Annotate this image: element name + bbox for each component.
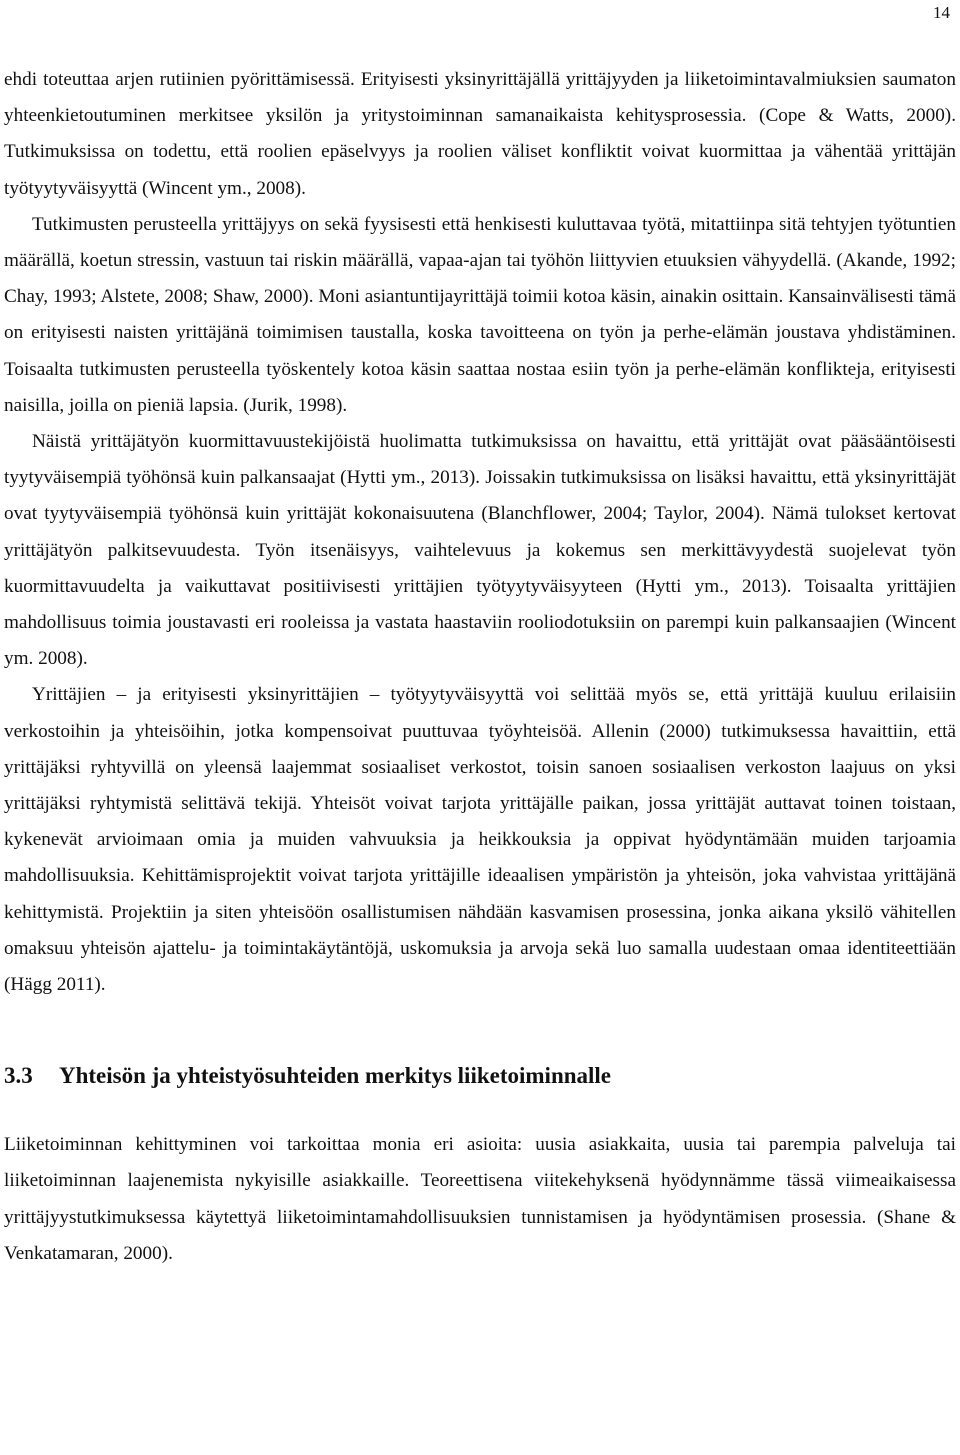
paragraph-1: ehdi toteuttaa arjen rutiinien pyörittämisessä. Erityisesti yksinyrittäjällä yrittäjyyden ja liiketoimintavalmiuksien saumaton yhteenkietoutuminen merkitsee yksilön ja yritystoiminnan samanaikaista kehitysprosessia. (Cope & Watts, 2000). Tutkimuksissa on todettu, että roolien epäselvyys ja roolien väliset konfliktit voivat kuormittaa ja vähentää yrittäjän työtyytyväisyyttä (Wincent ym., 2008).: [4, 69, 956, 199]
paragraph-2: Tutkimusten perusteella yrittäjyys on sekä fyysisesti että henkisesti kuluttavaa työtä, mitattiinpa sitä tehtyjen työtuntien määrällä, koetun stressin, vastuun tai riskin määrällä, vapaa-ajan tai työhön liittyvien etuuksien vähyydellä. (Akande, 1992; Chay, 1993; Alstete, 2008; Shaw, 2000). Moni asiantuntijayrittäjä toimii kotoa käsin, ainakin osittain. Kansainvälisesti tämä on erityisesti naisten yrittäjänä toimimisen taustalla, koska tavoitteena on työn ja perhe-elämän joustava yhdistäminen. Toisaalta tutkimusten perusteella työskentely kotoa käsin saattaa nostaa esiin työn ja perhe-elämän konflikteja, erityisesti naisilla, joilla on pieniä lapsia. (Jurik, 1998).: [4, 213, 956, 416]
section-title: Yhteisön ja yhteistyösuhteiden merkitys liiketoiminnalle: [59, 1063, 612, 1089]
page-number: 14: [933, 3, 950, 22]
paragraph-3: Näistä yrittäjätyön kuormittavuustekijöistä huolimatta tutkimuksissa on havaittu, että yrittäjät ovat pääsääntöisesti tyytyväisempiä työhönsä kuin palkansaajat (Hytti ym., 2013). Joissakin tutkimuksissa on lisäksi havaittu, että yksinyrittäjät ovat tyytyväisempiä työhönsä kuin yrittäjät kokonaisuutena (Blanchflower, 2004; Taylor, 2004). Nämä tulokset kertovat yrittäjätyön palkitsevuudesta. Työn itsenäisyys, vaihtelevuus ja kokemus sen merkittävyydestä suojelevat työn kuormittavuudelta ja vaikuttavat positiivisesti yrittäjien työtyytyväisyyteen (Hytti ym., 2013). Toisaalta yrittäjien mahdollisuus toimia joustavasti eri rooleissa ja vastata haastaviin rooliodotuksiin on parempi kuin palkansaajien (Wincent ym. 2008).: [4, 431, 956, 670]
section-heading: [4, 1061, 956, 1091]
paragraph-4: Yrittäjien – ja erityisesti yksinyrittäjien – työtyytyväisyyttä voi selittää myös se, että yrittäjä kuuluu erilaisiin verkostoihin ja yhteisöihin, jotka kompensoivat puuttuvaa työyhteisöä. Allenin (2000) tutkimuksessa havaittiin, että yrittäjäksi ryhtyvillä on yleensä laajemmat sosiaaliset verkostot, toisin sanoen sosiaalisen verkoston laajuus on yksi yrittäjäksi ryhtymistä selittävä tekijä. Yhteisöt voivat tarjota yrittäjälle paikan, jossa yrittäjät auttavat toinen toistaan, kykenevät arvioimaan omia ja muiden vahvuuksia ja heikkouksia ja oppivat hyödyntämään muiden tarjoamia mahdollisuuksia. Kehittämisprojektit voivat tarjota yrittäjille ideaalisen ympäristön ja yhteisön, joka vahvistaa yrittäjänä kehittymistä. Projektiin ja siten yhteisöön osallistumisen nähdään kasvamisen prosessina, jonka aikana yksilö vähitellen omaksuu yhteisön ajattelu- ja toimintakäytäntöjä, uskomuksia ja arvoja sekä luo samalla uudestaan omaa identiteettiään (Hägg 2011).: [4, 684, 956, 996]
paragraph-5: Liiketoiminnan kehittyminen voi tarkoittaa monia eri asioita: uusia asiakkaita, uusia tai parempia palveluja tai liiketoiminnan laajenemista nykyisille asiakkaille. Teoreettisena viitekehyksenä hyödynnämme tässä viimeaikaisessa yrittäjyystutkimuksessa käytettyä liiketoimintamahdollisuuksien tunnistamisen ja hyödyntämisen prosessia. (Shane & Venkatamaran, 2000).: [4, 1134, 956, 1264]
section-number: 3.3: [4, 1063, 33, 1089]
document-body: [4, 62, 956, 1272]
